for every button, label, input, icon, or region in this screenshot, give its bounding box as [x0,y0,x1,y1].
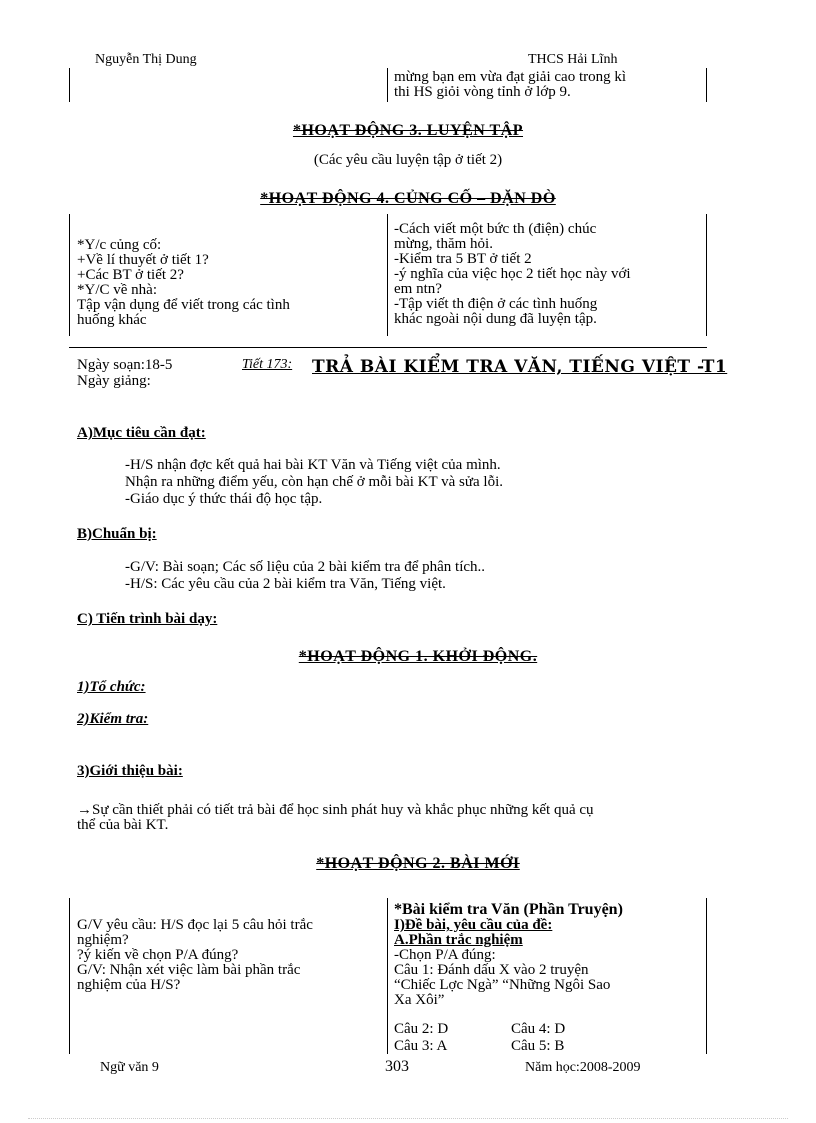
activity4-left: *Y/c củng cố: +Về lí thuyết ở tiết 1? +Các BT ở tiết 2? *Y/C về nhà: Tập vận dụng để viết trong các tình huống khác [77,237,290,328]
table-border [69,68,70,102]
table-border [69,898,70,1054]
section-a-line: Nhận ra những điểm yếu, còn hạn chế ở mỗi bài KT và sửa lỗi. [125,474,503,490]
intro-label: 3)Giới thiệu bài: [77,763,183,779]
table-border [69,214,70,336]
section-a-content: -H/S nhận đợc kết quả hai bài KT Văn và Tiếng việt của mình. [125,457,501,473]
activity4-title: *HOẠT ĐỘNG 4. CỦNG CỐ – DẶN DÒ [260,190,556,207]
header-school: THCS Hải Lĩnh [528,52,618,67]
table-border [387,68,388,102]
table-border [706,214,707,336]
section-b-title: B)Chuẩn bị: [77,526,157,542]
section-c-title: C) Tiến trình bài dạy: [77,611,218,627]
activity2-title: *HOẠT ĐỘNG 2. BÀI MỚI [316,855,520,872]
activity3-note: (Các yêu cầu luyện tập ở tiết 2) [313,152,503,168]
answer-cell: Câu 3: A [394,1038,448,1054]
activity2-left: G/V yêu cầu: H/S đọc lại 5 câu hỏi trắc nghiệm? ?ý kiến về chọn P/A đúng? G/V: Nhận xét việc làm bài phần trắc nghiệm của H/S? [77,917,313,993]
check-label: 2)Kiểm tra: [77,711,149,727]
activity1-title: *HOẠT ĐỘNG 1. KHỞI ĐỘNG. [298,648,538,665]
teach-date: Ngày giảng: [77,373,151,389]
table-border [706,898,707,1054]
section-a-title: A)Mục tiêu cần đạt: [77,425,206,441]
organize-label: 1)Tổ chức: [77,679,146,695]
answer-cell: Câu 5: B [511,1038,565,1054]
table-border [706,68,707,102]
section-a-line: -Giáo dục ý thức thái độ học tập. [125,491,323,507]
table-border [387,214,388,336]
lesson-title: TRẢ BÀI KIỂM TRA VĂN, TIẾNG VIỆT -T1 [312,357,728,377]
header-author: Nguyễn Thị Dung [95,52,197,67]
footer-year: Năm học:2008-2009 [525,1060,641,1075]
activity3-title: *HOẠT ĐỘNG 3. LUYỆN TẬP [292,122,524,139]
answer-cell: Câu 4: D [511,1021,566,1037]
divider [69,347,707,348]
section-b-content: -G/V: Bài soạn; Các số liệu của 2 bài kiểm tra để phân tích.. [125,559,486,575]
table-border [387,898,388,1054]
footer-subject: Ngữ văn 9 [100,1060,159,1075]
activity4-right: -Cách viết một bức th (điện) chúc mừng, thăm hỏi. -Kiểm tra 5 BT ở tiết 2 -ý nghĩa của việc học 2 tiết học này với em ntn? -Tập viết th điện ở các tình huống khác ngoài nội dung đã luyện tập. [394,221,631,327]
period-label: Tiết 173: [242,357,293,372]
activity2-right: *Bài kiểm tra Văn (Phần Truyện) I)Đề bài, yêu cầu của đề: A.Phần trắc nghiệm -Chọn P/A đúng: Câu 1: Đánh dấu X vào 2 truyện “Chiếc Lợc Ngà” “Những Ngôi Sao Xa Xôi” [394,901,623,1008]
section-b-line: -H/S: Các yêu cầu của 2 bài kiểm tra Văn, Tiếng việt. [125,576,446,592]
page-number: 303 [385,1058,409,1075]
top-row-right: mừng bạn em vừa đạt giải cao trong kì thi HS giỏi vòng tỉnh ở lớp 9. [394,69,627,100]
prep-date: Ngày soạn:18-5 [77,357,173,373]
intro-content: →Sự cần thiết phải có tiết trả bài để học sinh phát huy và khắc phục những kết quả cụ thể của bài KT. [77,802,594,833]
page-bottom-border [28,1118,788,1119]
answer-cell: Câu 2: D [394,1021,449,1037]
